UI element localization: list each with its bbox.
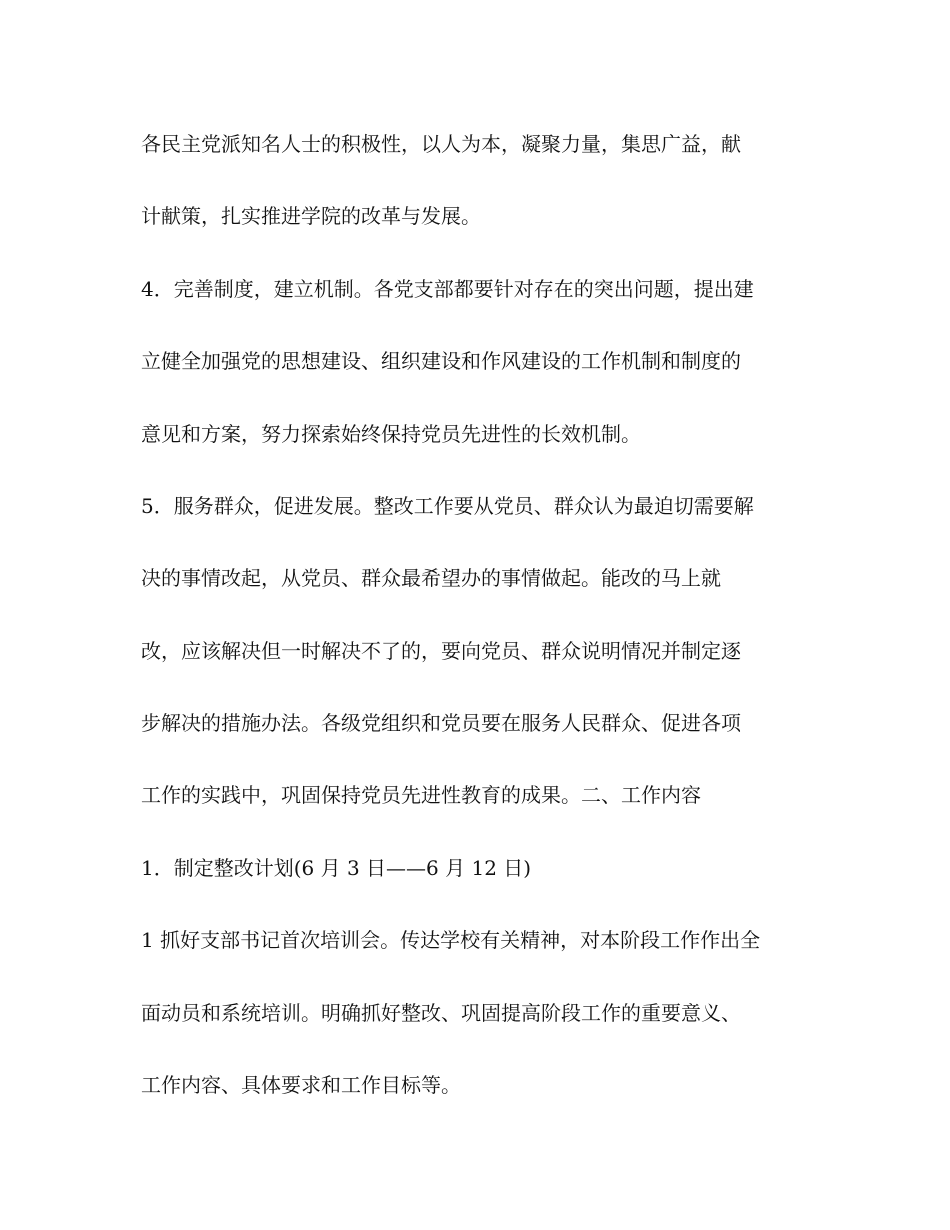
text-line: 1 抓好支部书记首次培训会。传达学校有关精神，对本阶段工作作出全 — [141, 928, 761, 952]
text-line: 面动员和系统培训。明确抓好整改、巩固提高阶段工作的重要意义、 — [141, 1001, 741, 1025]
section-heading: 1．制定整改计划(6 月 3 日——6 月 12 日) — [141, 856, 532, 880]
text-line: 工作的实践中，巩固保持党员先进性教育的成果。二、工作内容 — [141, 783, 701, 807]
text-line: 意见和方案，努力探索始终保持党员先进性的长效机制。 — [141, 422, 641, 446]
text-line: 工作内容、具体要求和工作目标等。 — [141, 1073, 461, 1097]
text-line: 立健全加强党的思想建设、组织建设和作风建设的工作机制和制度的 — [141, 349, 741, 373]
text-line: 4．完善制度，建立机制。各党支部都要针对存在的突出问题，提出建 — [141, 277, 754, 301]
text-line: 计献策，扎实推进学院的改革与发展。 — [141, 204, 481, 228]
text-line: 5．服务群众，促进发展。整改工作要从党员、群众认为最迫切需要解 — [141, 494, 754, 518]
text-line: 改，应该解决但一时解决不了的，要向党员、群众说明情况并制定逐 — [141, 639, 741, 663]
text-line: 步解决的措施办法。各级党组织和党员要在服务人民群众、促进各项 — [141, 711, 741, 735]
text-line: 决的事情改起，从党员、群众最希望办的事情做起。能改的马上就 — [141, 566, 721, 590]
text-line: 各民主党派知名人士的积极性，以人为本，凝聚力量，集思广益，献 — [141, 132, 741, 156]
